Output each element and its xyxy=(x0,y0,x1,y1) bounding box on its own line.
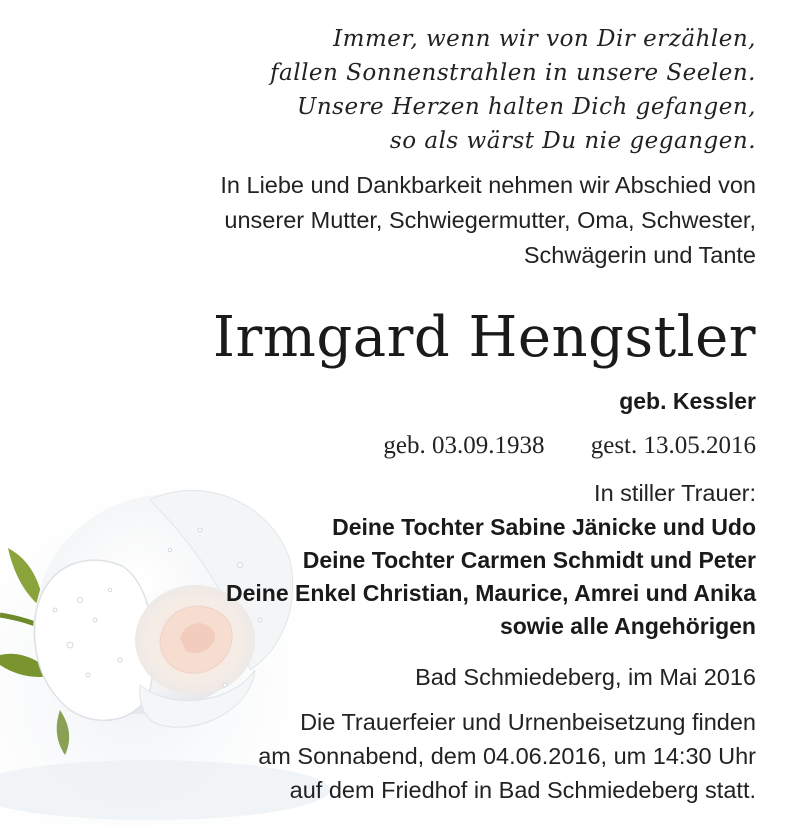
ceremony-line: am Sonnabend, dem 04.06.2016, um 14:30 Uhr xyxy=(258,743,756,769)
poem-line: fallen Sonnenstrahlen in unsere Seelen. xyxy=(270,60,756,86)
poem-line: Unsere Herzen halten Dich gefangen, xyxy=(296,94,756,120)
ceremony-line: auf dem Friedhof in Bad Schmiedeberg statt. xyxy=(289,777,756,803)
death-date: gest. 13.05.2016 xyxy=(590,432,756,459)
place-date: Bad Schmiedeberg, im Mai 2016 xyxy=(415,664,756,690)
poem-line: Immer, wenn wir von Dir erzählen, xyxy=(333,26,756,52)
mourner-line: sowie alle Angehörigen xyxy=(499,613,756,639)
mourners-heading: In stiller Trauer: xyxy=(594,480,756,506)
maiden-name: geb. Kessler xyxy=(619,388,756,414)
mourner-line: Deine Enkel Christian, Maurice, Amrei und Anika xyxy=(226,580,756,606)
poem-line: so als wärst Du nie gegangen. xyxy=(389,128,756,154)
intro-line: In Liebe und Dankbarkeit nehmen wir Abschied von xyxy=(220,172,756,198)
mourner-line: Deine Tochter Carmen Schmidt und Peter xyxy=(302,547,756,573)
life-dates xyxy=(343,432,756,460)
ceremony-line: Die Trauerfeier und Urnenbeisetzung finden xyxy=(300,709,756,735)
intro-line: unserer Mutter, Schwiegermutter, Oma, Schwester, xyxy=(224,207,756,233)
deceased-name: Irmgard Hengstler xyxy=(212,305,756,370)
intro-line: Schwägerin und Tante xyxy=(523,242,756,268)
mourner-line: Deine Tochter Sabine Jänicke und Udo xyxy=(332,514,756,540)
birth-date: geb. 03.09.1938 xyxy=(383,432,545,459)
